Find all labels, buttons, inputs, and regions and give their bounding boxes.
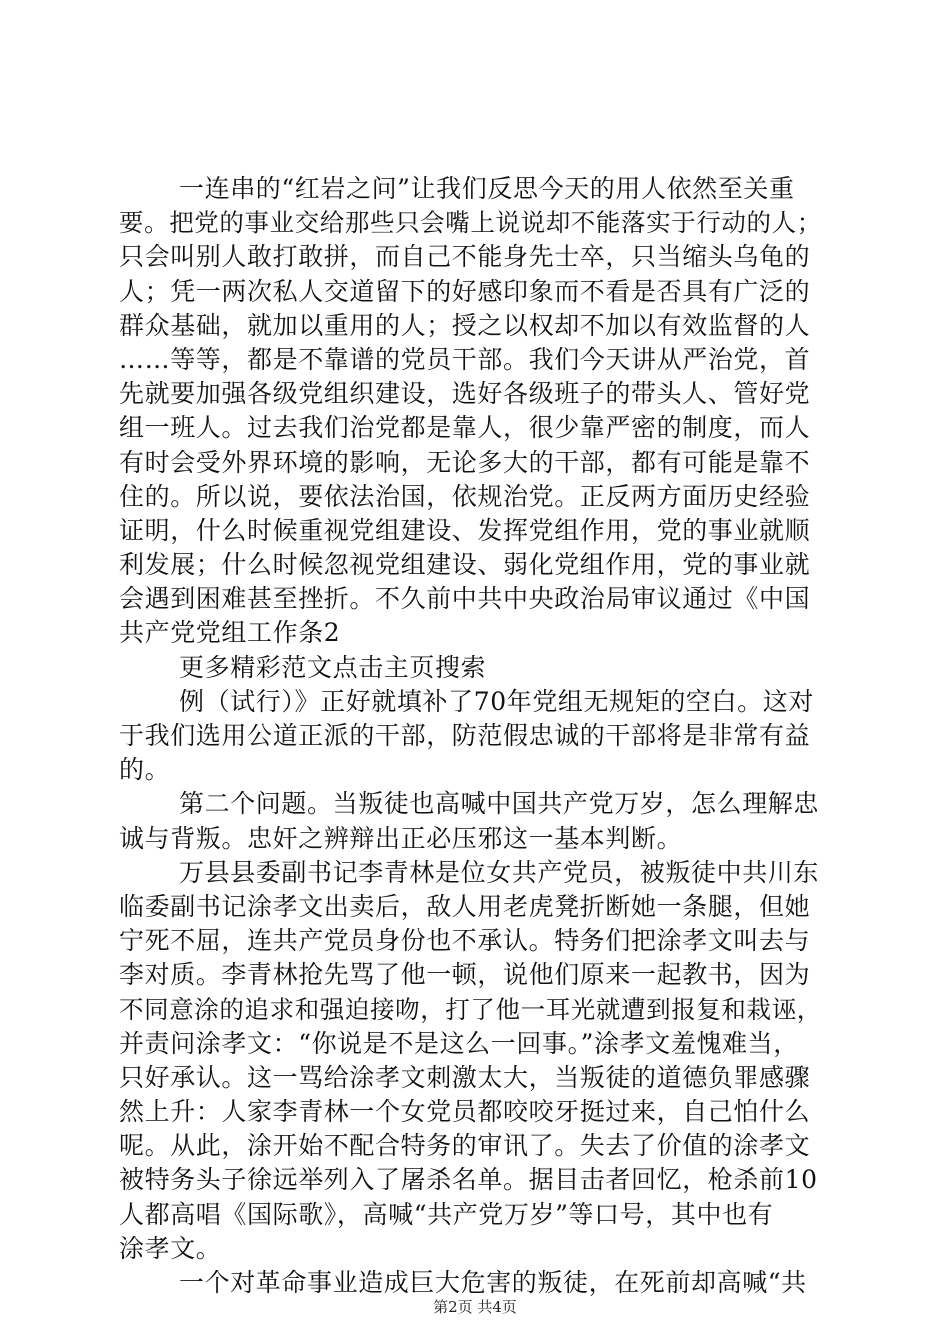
text-line: 然上升：人家李青林一个女党员都咬咬牙挺过来，自己怕什么 bbox=[119, 1097, 811, 1127]
text-line: 一连串的“红岩之问”让我们反思今天的用人依然至关重 bbox=[179, 174, 795, 203]
text-line: 涂孝文。 bbox=[119, 1233, 222, 1263]
text-line: 诚与背叛。忠奸之辨辩出正必压邪这一基本判断。 bbox=[119, 823, 683, 853]
text-line: 的。 bbox=[119, 755, 171, 785]
text-line: 宁死不屈，连共产党员身份也不承认。特务们把涂孝文叫去与 bbox=[119, 926, 811, 956]
text-line: 被特务头子徐远举列入了屠杀名单。据目击者回忆，枪杀前10 bbox=[119, 1165, 818, 1195]
text-line: 人都高唱《国际歌》，高喊“共产党万岁”等口号，其中也有 bbox=[119, 1199, 774, 1229]
text-line: 只好承认。这一骂给涂孝文刺激太大，当叛徒的道德负罪感骤 bbox=[119, 1062, 811, 1092]
text-line: 万县县委副书记李青林是位女共产党员，被叛徒中共川东 bbox=[179, 857, 820, 887]
text-line: 李对质。李青林抢先骂了他一顿，说他们原来一起教书，因为 bbox=[119, 960, 811, 990]
document-body bbox=[119, 172, 835, 1300]
text-line: 住的。所以说，要依法治国，依规治党。正反两方面历史经验 bbox=[119, 481, 811, 511]
text-line: 呢。从此，涂开始不配合特务的审讯了。失去了价值的涂孝文 bbox=[119, 1131, 811, 1161]
text-line: 利发展；什么时候忽视党组建设、弱化党组作用，党的事业就 bbox=[119, 550, 811, 580]
text-line: 于我们选用公道正派的干部，防范假忠诚的干部将是非常有益 bbox=[119, 721, 811, 750]
text-line: 先就要加强各级党组织建设，选好各级班子的带头人、管好党 bbox=[119, 379, 811, 409]
text-line: 更多精彩范文点击主页搜索 bbox=[179, 652, 487, 682]
text-line: ……等等，都是不靠谱的党员干部。我们今天讲从严治党，首 bbox=[119, 344, 811, 374]
text-line: 证明，什么时候重视党组建设、发挥党组作用，党的事业就顺 bbox=[119, 515, 811, 545]
page-number-footer: 第2页 共4页 bbox=[433, 1298, 517, 1316]
text-line: 有时会受外界环境的影响，无论多大的干部，都有可能是靠不 bbox=[119, 447, 811, 477]
text-line: 并责问涂孝文：“你说是不是这么一回事。”涂孝文羞愧难当， bbox=[119, 1028, 799, 1058]
text-line: 人；凭一两次私人交道留下的好感印象而不看是否具有广泛的 bbox=[119, 276, 811, 306]
text-line: 会遇到困难甚至挫折。不久前中共中央政治局审议通过《中国 bbox=[119, 584, 811, 614]
text-line: 第二个问题。当叛徒也高喊中国共产党万岁，怎么理解忠 bbox=[179, 789, 820, 819]
text-line: 组一班人。过去我们治党都是靠人，很少靠严密的制度，而人 bbox=[119, 413, 811, 443]
text-line: 群众基础，就加以重用的人；授之以权却不加以有效监督的人 bbox=[119, 310, 811, 340]
text-line: 例（试行）》正好就填补了70年党组无规矩的空白。这对 bbox=[179, 686, 814, 716]
text-line: 只会叫别人敢打敢拼，而自己不能身先士卒，只当缩头乌龟的 bbox=[119, 242, 811, 272]
text-line: 临委副书记涂孝文出卖后，敌人用老虎凳折断她一条腿，但她 bbox=[119, 891, 811, 921]
text-line: 一个对革命事业造成巨大危害的叛徒，在死前却高喊“共 bbox=[179, 1268, 807, 1297]
text-line: 共产党党组工作条2 bbox=[119, 618, 341, 648]
text-line: 不同意涂的追求和强迫接吻，打了他一耳光就遭到报复和栽诬， bbox=[119, 994, 822, 1024]
text-line: 要。把党的事业交给那些只会嘴上说说却不能落实于行动的人； bbox=[119, 208, 822, 238]
